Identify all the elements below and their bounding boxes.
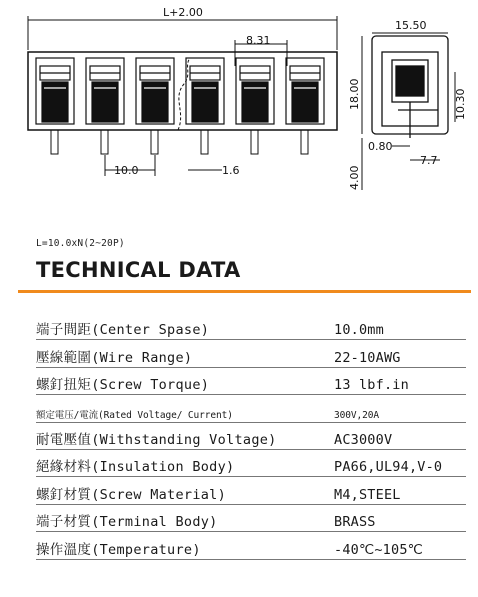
spec-value: 13 lbf.in (334, 367, 466, 394)
dim-pin-width: 0.80 (368, 140, 393, 153)
spec-row (36, 367, 466, 394)
spec-label: 額定電压/電流(Rated Voltage/ Current) (36, 395, 334, 422)
dim-pin-length: 4.00 (348, 165, 361, 190)
spec-label: 端子間距(Center Spase) (36, 313, 334, 340)
spec-label: 耐電壓值(Withstanding Voltage) (36, 422, 334, 449)
dim-pin-offset: 7.7 (420, 154, 438, 167)
section-title: TECHNICAL DATA (36, 258, 241, 282)
technical-data-table (36, 313, 466, 560)
break-line (178, 58, 190, 130)
terminal-1 (36, 58, 74, 124)
spec-value: AC3000V (334, 422, 466, 449)
spec-value: 10.0mm (334, 313, 466, 340)
terminal-2 (86, 58, 124, 124)
spec-row (36, 340, 466, 367)
spec-label: 絕緣材料(Insulation Body) (36, 449, 334, 476)
spec-value: 22-10AWG (334, 340, 466, 367)
spec-value: -40℃~105℃ (334, 532, 466, 559)
dim-side-inner-height: 10.30 (454, 88, 467, 120)
spec-value: PA66,UL94,V-0 (334, 449, 466, 476)
terminal-4 (186, 58, 224, 124)
spec-label: 操作溫度(Temperature) (36, 532, 334, 559)
pins (51, 130, 308, 154)
spec-label: 螺釘扭矩(Screw Torque) (36, 367, 334, 394)
dim-overall-length: L+2.00 (163, 6, 203, 19)
spec-row (36, 422, 466, 449)
side-view (372, 36, 448, 138)
spec-value: 300V,20A (334, 395, 466, 422)
spec-row (36, 395, 466, 422)
dim-side-height: 18.00 (348, 78, 361, 110)
terminal-5 (236, 58, 274, 124)
title-underline (18, 290, 471, 293)
terminal-3 (136, 58, 174, 124)
spec-row (36, 477, 466, 504)
terminal-positions (36, 58, 324, 124)
dim-pin-thickness: 1.6 (222, 164, 240, 177)
spec-label: 端子材質(Terminal Body) (36, 504, 334, 531)
length-formula: L=10.0xN(2~20P) (36, 238, 125, 249)
spec-row (36, 532, 466, 559)
terminal-6 (286, 58, 324, 124)
spec-value: M4,STEEL (334, 477, 466, 504)
dim-pitch-top: 8.31 (246, 34, 271, 47)
spec-row (36, 313, 466, 340)
spec-row (36, 449, 466, 476)
spec-row (36, 504, 466, 531)
spec-label: 壓線範圍(Wire Range) (36, 340, 334, 367)
spec-value: BRASS (334, 504, 466, 531)
technical-drawing (0, 0, 478, 200)
spec-label: 螺釘材質(Screw Material) (36, 477, 334, 504)
dim-side-width: 15.50 (395, 19, 427, 32)
dim-pitch-bottom: 10.0 (114, 164, 139, 177)
